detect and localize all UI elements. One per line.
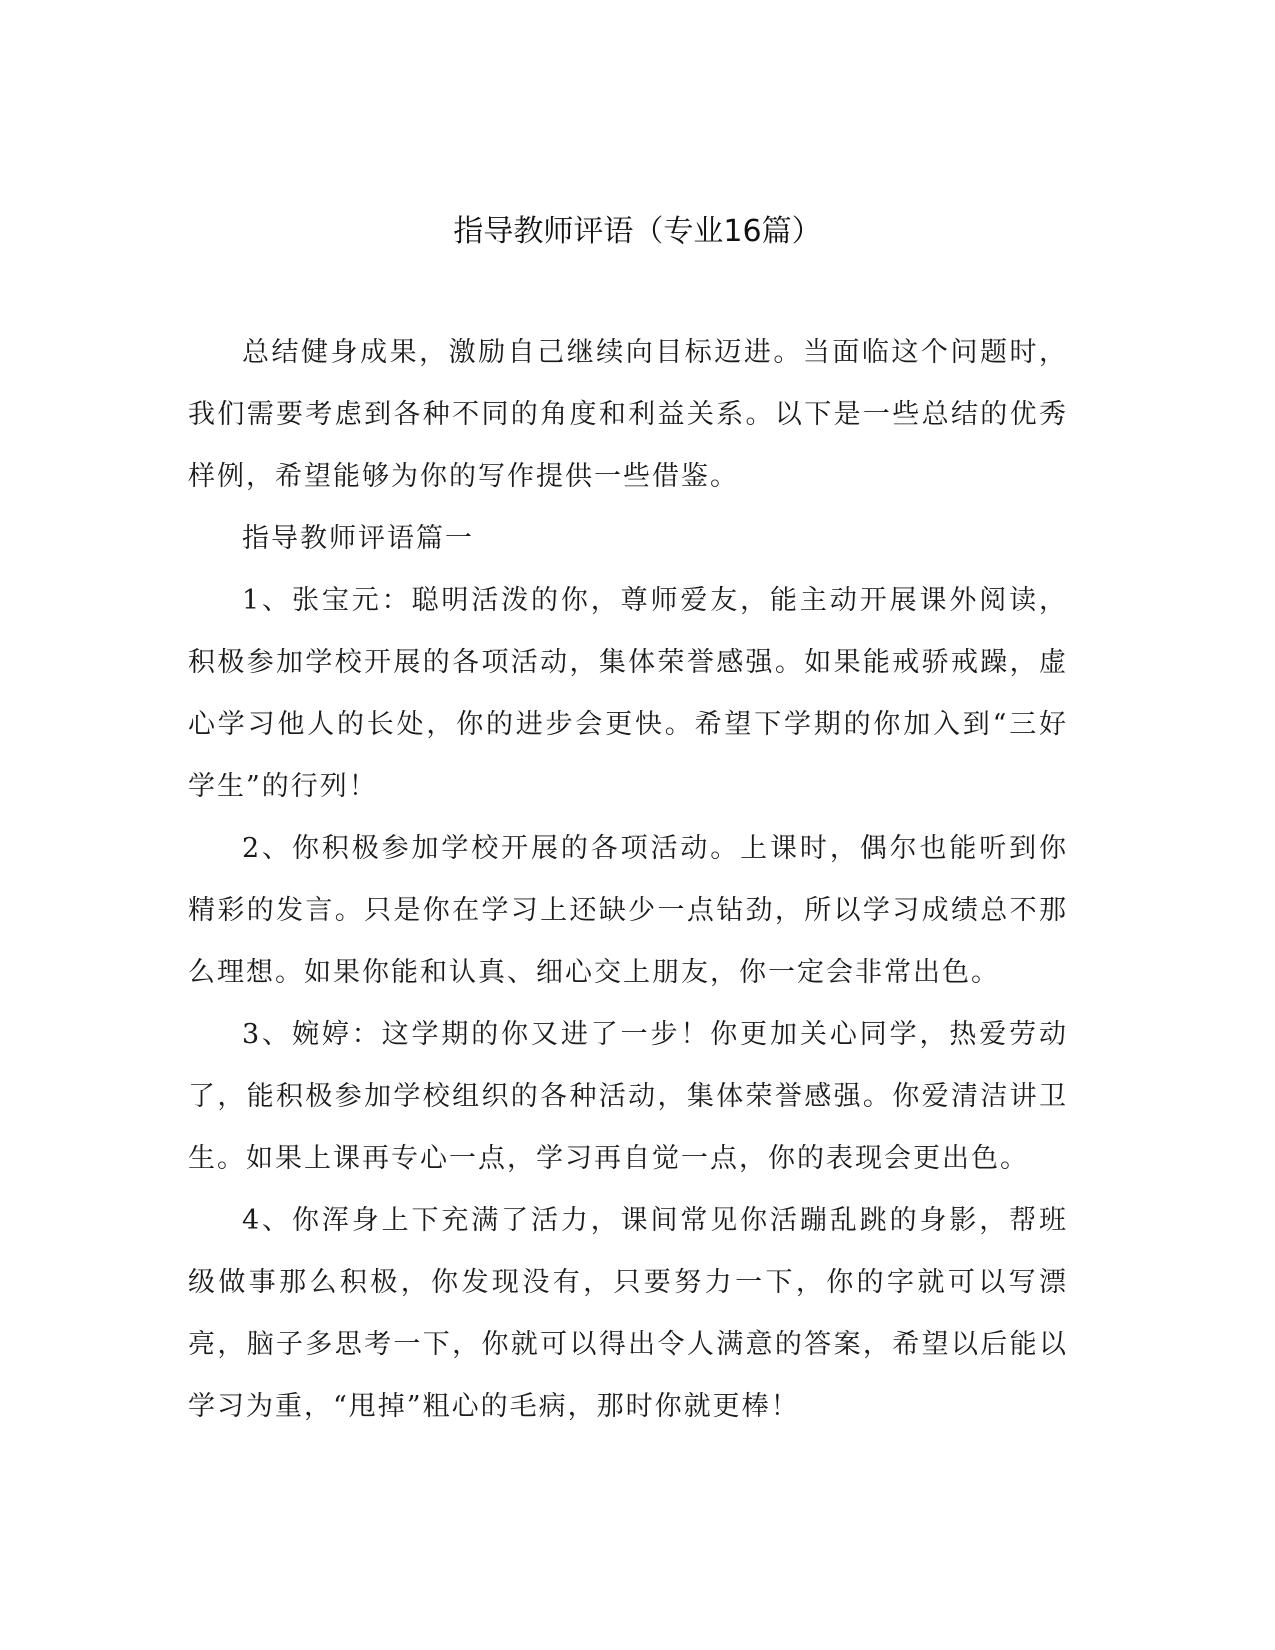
comment-paragraph-2: 2、你积极参加学校开展的各项活动。上课时，偶尔也能听到你精彩的发言。只是你在学习上还缺少一点钻劲，所以学习成绩总不那么理想。如果你能和认真、细心交上朋友，你一定会非常出色。 — [188, 833, 1068, 988]
intro-paragraph: 总结健身成果，激励自己继续向目标迈进。当面临这个问题时，我们需要考虑到各种不同的角度和利益关系。以下是一些总结的优秀样例，希望能够为你的写作提供一些借鉴。 — [188, 337, 1068, 492]
comment-paragraph-1: 1、张宝元：聪明活泼的你，尊师爱友，能主动开展课外阅读，积极参加学校开展的各项活动，集体荣誉感强。如果能戒骄戒躁，虚心学习他人的长处，你的进步会更快。希望下学期的你加入到“三好学生”的行列！ — [188, 585, 1068, 802]
comment-paragraph-4: 4、你浑身上下充满了活力，课间常见你活蹦乱跳的身影，帮班级做事那么积极，你发现没有，只要努力一下，你的字就可以写漂亮，脑子多思考一下，你就可以得出令人满意的答案，希望以后能以学习为重，“甩掉”粗心的毛病，那时你就更棒！ — [188, 1205, 1068, 1422]
section-heading: 指导教师评语篇一 — [242, 523, 474, 554]
document-body — [188, 322, 1068, 1438]
comment-paragraph-3: 3、婉婷：这学期的你又进了一步！你更加关心同学，热爱劳动了，能积极参加学校组织的各种活动，集体荣誉感强。你爱清洁讲卫生。如果上课再专心一点，学习再自觉一点，你的表现会更出色。 — [188, 1019, 1068, 1174]
document-title: 指导教师评语（专业16篇） — [453, 214, 822, 249]
